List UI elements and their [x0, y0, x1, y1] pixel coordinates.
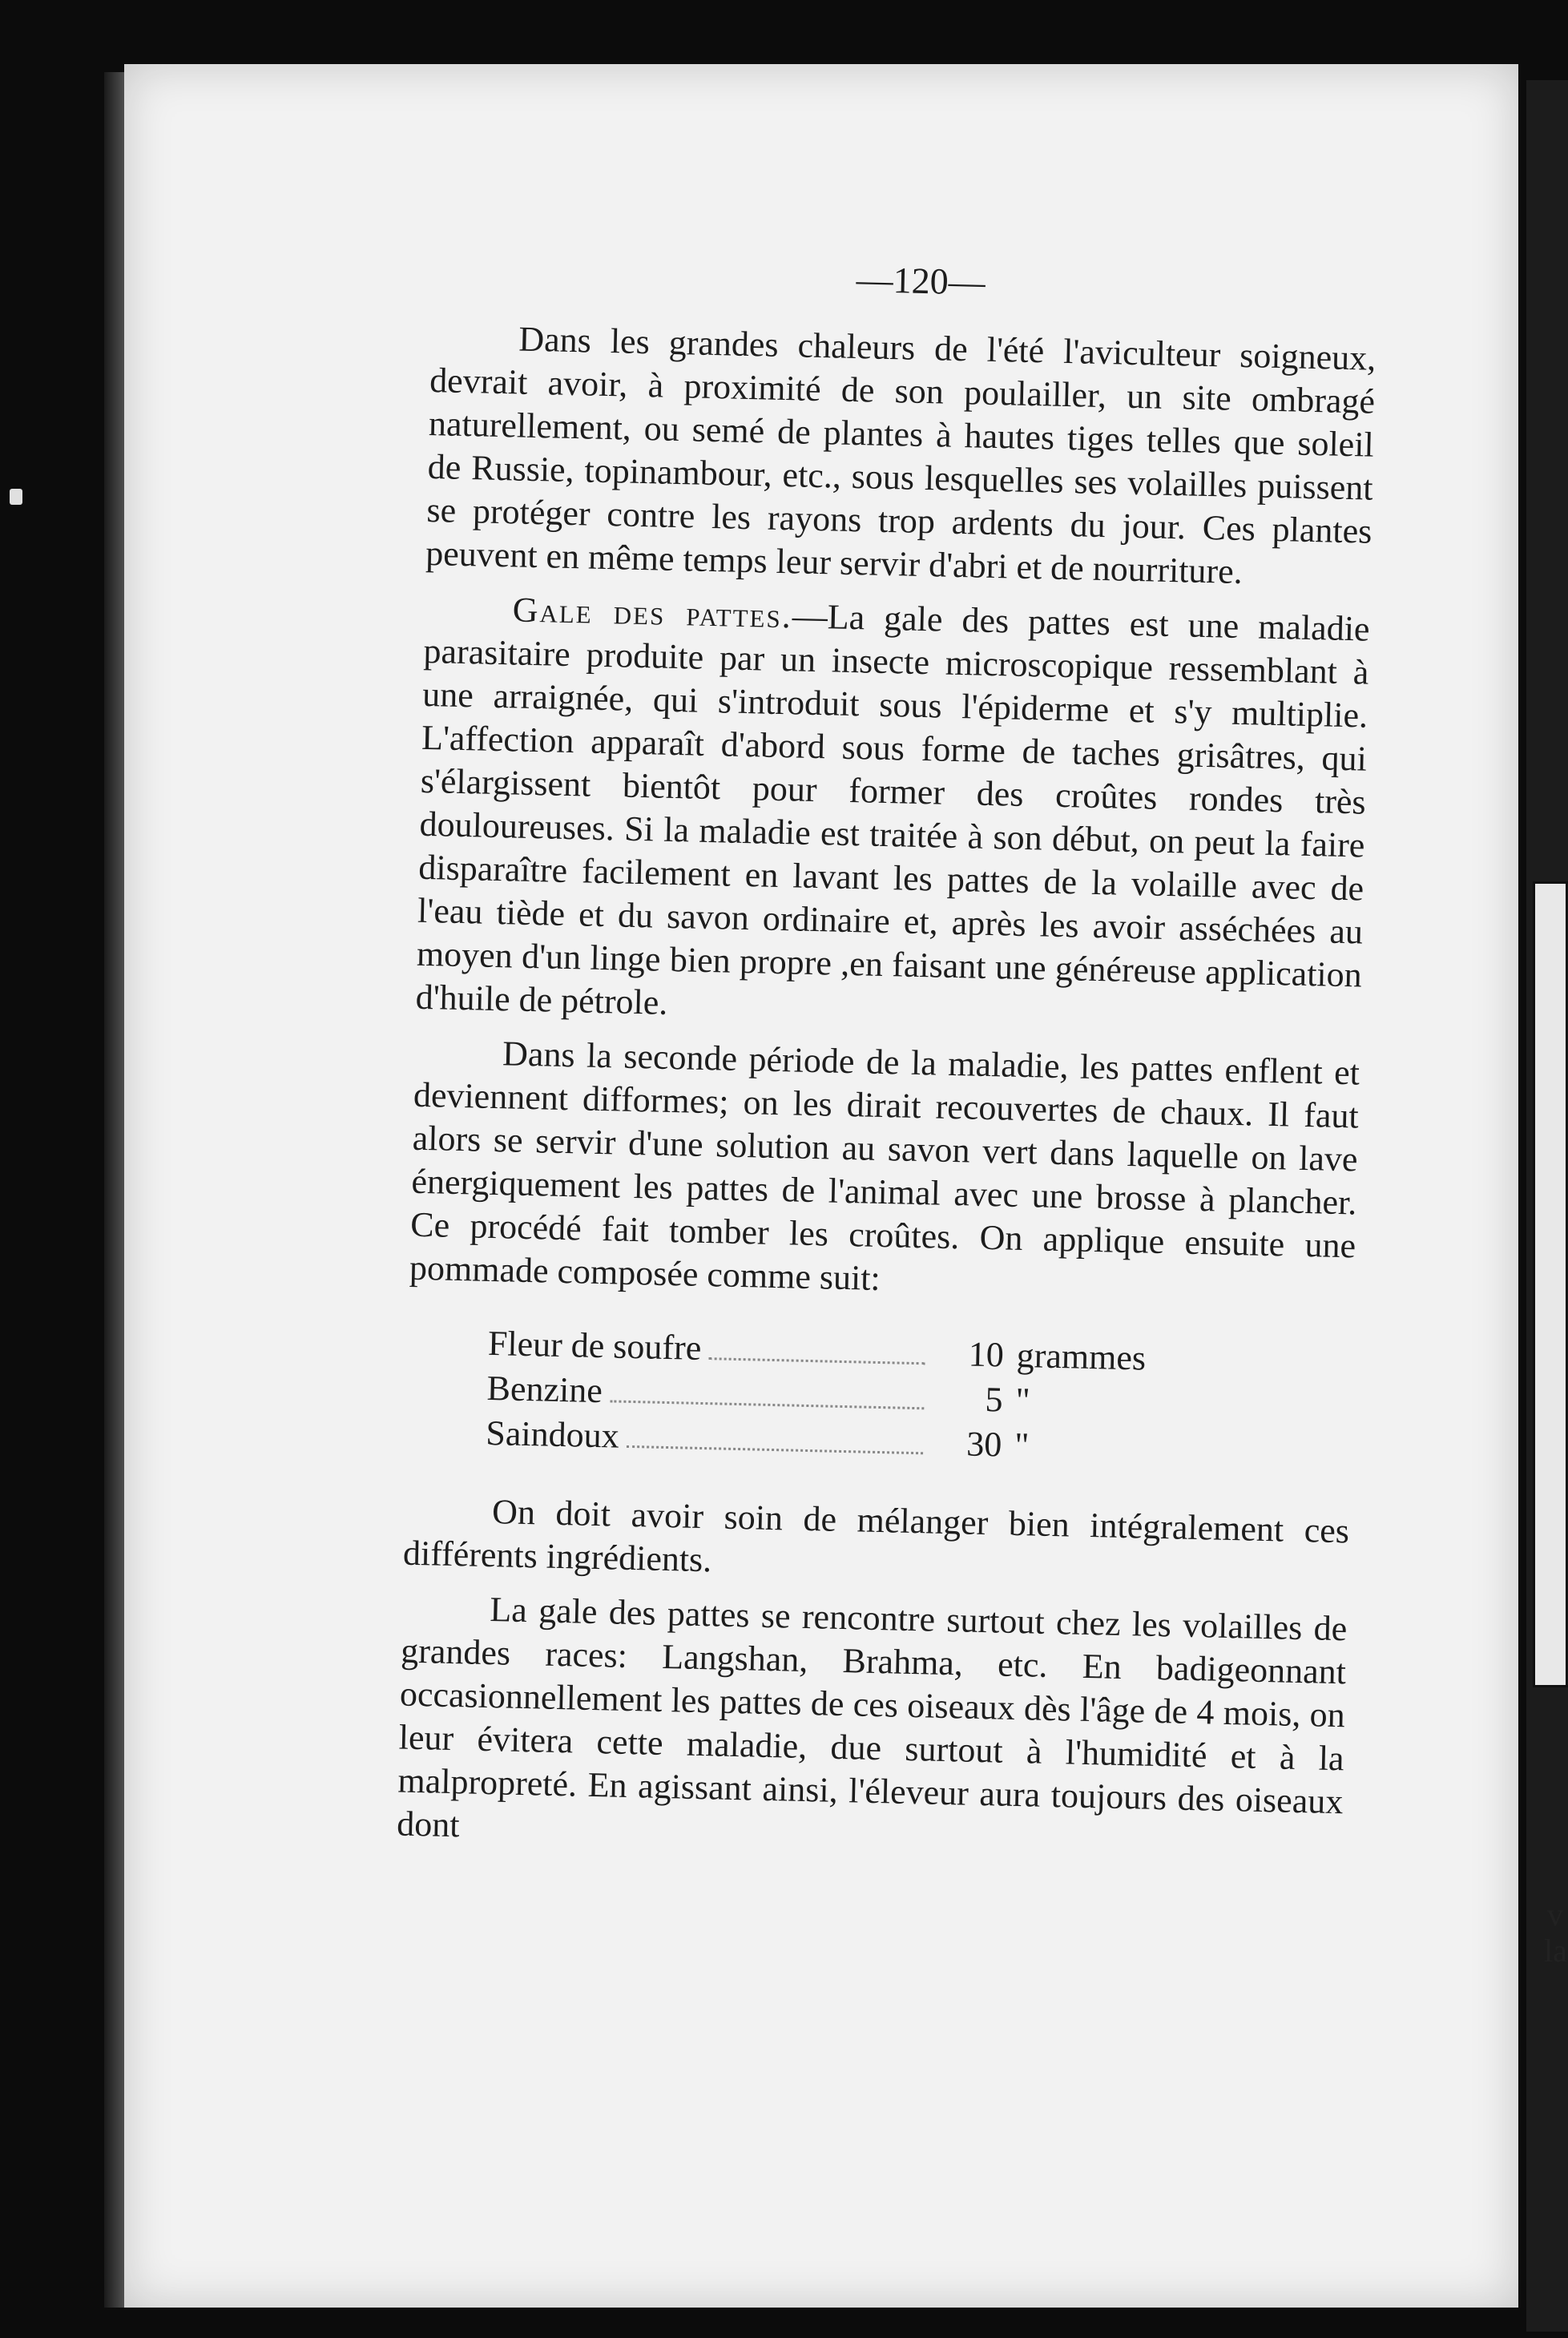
scan-artifact [10, 489, 22, 505]
page-text [396, 248, 1377, 1878]
page-number: —120— [856, 259, 986, 303]
ingredient-quantity: 30 [965, 1424, 1002, 1465]
adjacent-page-edge [1526, 80, 1568, 2332]
recipe-table [486, 1322, 1178, 1472]
ingredient-quantity: 10 [968, 1334, 1005, 1375]
adjacent-page-panel [1533, 881, 1568, 1687]
adjacent-fragment-2: la [1544, 1933, 1567, 1969]
paragraph-gale-body: —La gale des pattes est une maladie parasitaire produite par un insecte microscopique ressemblant à une arraignée, qui s'introduit sous l'épiderme et s'y multiplie. L'affection apparaît d'abord sous forme de taches grisâtres, qui s'élargissent bientôt pour former des croûtes rondes très douloureuses. Si la maladie est traitée à son début, on peut la faire disparaître facilement en lavant les pattes de la volaille avec de l'eau tiède et du savon ordinaire et, après les avoir asséchées au moyen d'un linge bien propre ,en faisant une généreuse application d'huile de pétrole. [415, 596, 1371, 1022]
ingredient-name: Fleur de soufre [487, 1323, 702, 1368]
ingredient-name: Benzine [486, 1368, 603, 1411]
adjacent-fragment-1: v [1547, 1897, 1563, 1933]
paragraph-gale [415, 587, 1370, 1041]
ingredient-unit: " [1014, 1425, 1030, 1465]
section-heading: Gale des pattes. [512, 590, 793, 636]
dot-leader [611, 1400, 925, 1409]
dot-leader [709, 1357, 925, 1365]
paragraph-prevention: La gale des pattes se rencontre surtout chez les volailles de grandes races: Langshan, Brahma, etc. En badigeonnant occasionnellement les pattes de ces oiseaux dès l'âge de 4 mois, on leur évitera cette maladie, due surtout à l'humidité et à la malpropreté. En agissant ainsi, l'éleveur aura toujours des oiseaux dont [396, 1590, 1348, 1845]
ingredient-unit: " [1015, 1380, 1031, 1421]
dot-leader [627, 1445, 923, 1454]
paragraph-mixing: On doit avoir soin de mélanger bien intégralement ces différents ingrédients. [402, 1492, 1350, 1580]
paragraph-shade: Dans les grandes chaleurs de l'été l'aviculteur soigneux, devrait avoir, à proximité de son poulailler, un site ombragé naturellement, ou semé de plantes à hautes tiges telles que soleil de Russie, topinambour, etc., sous lesquelles ses volailles puissent se protéger contre les rayons trop ardents du jour. Ces plantes peuvent en même temps leur servir d'abri et de nourriture. [425, 319, 1377, 592]
ingredient-quantity: 5 [985, 1380, 1004, 1420]
ingredient-unit: grammes [1016, 1335, 1147, 1378]
ingredient-name: Saindoux [485, 1413, 620, 1456]
paragraph-second-period: Dans la seconde période de la maladie, les pattes enflent et deviennent difformes; on les dirait recouvertes de chaux. Il faut alors se servir d'une solution au savon vert dans laquelle on lave énergiquement les pattes de l'animal avec une brosse à plancher. Ce procédé fait tomber les croûtes. On applique ensuite une pommade composée comme suit: [409, 1034, 1360, 1299]
